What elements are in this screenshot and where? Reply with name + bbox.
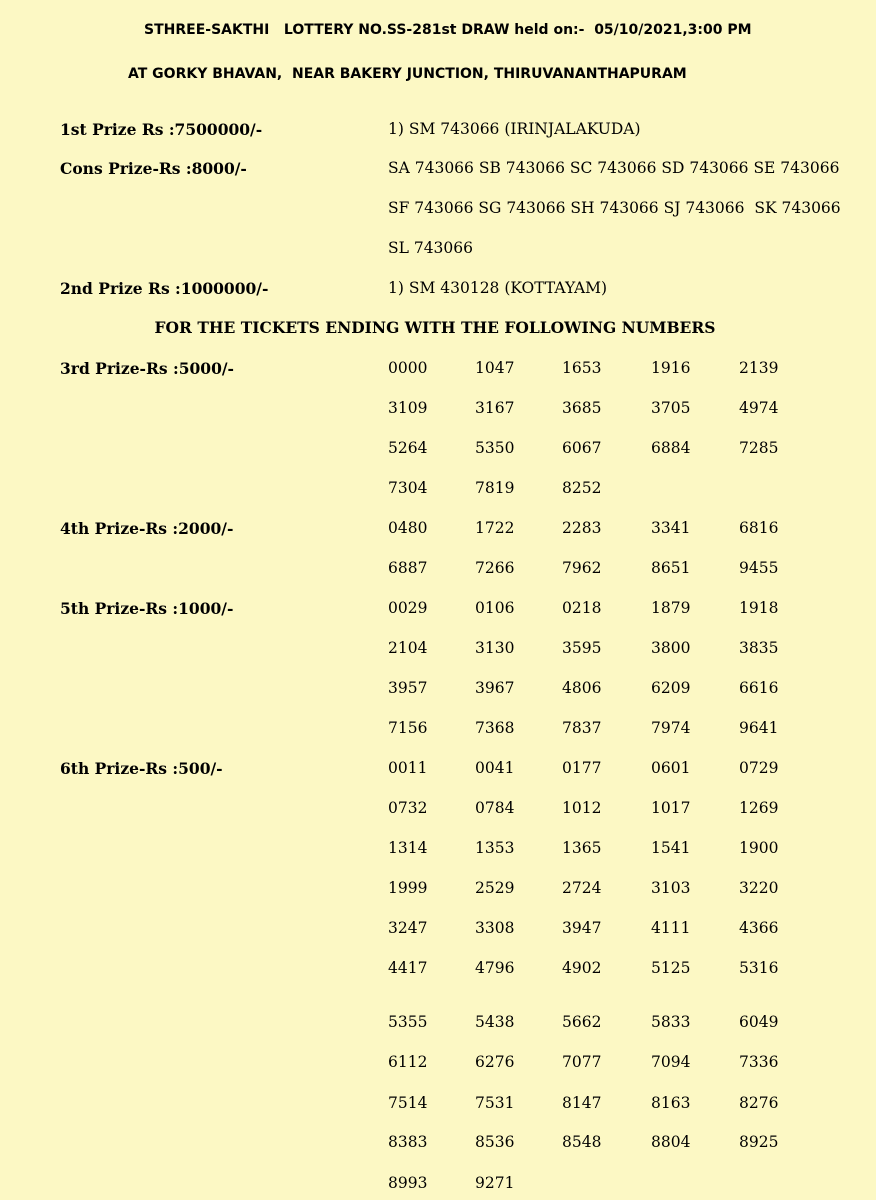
- ticket-number: 4974: [739, 399, 779, 417]
- ticket-number: 6616: [739, 679, 779, 697]
- ticket-number: 1012: [562, 799, 602, 817]
- ticket-number: 3947: [562, 919, 602, 937]
- ticket-number: 3685: [562, 399, 602, 417]
- ticket-number: 6067: [562, 439, 602, 457]
- ticket-number: 0729: [739, 759, 779, 777]
- ticket-number: 3167: [475, 399, 515, 417]
- ticket-number: 0177: [562, 759, 602, 777]
- cons-prize-line: SA 743066 SB 743066 SC 743066 SD 743066 SE 743066: [388, 159, 840, 177]
- ticket-number: 1017: [651, 799, 691, 817]
- third-prize-label: 3rd Prize-Rs :5000/-: [60, 359, 234, 378]
- ticket-number: 8252: [562, 479, 602, 497]
- ending-numbers-heading: FOR THE TICKETS ENDING WITH THE FOLLOWING NUMBERS: [154, 318, 716, 337]
- ticket-number: 1269: [739, 799, 779, 817]
- ticket-number: 5125: [651, 959, 691, 977]
- ticket-number: 4806: [562, 679, 602, 697]
- ticket-number: 6884: [651, 439, 691, 457]
- ticket-number: 4417: [388, 959, 428, 977]
- ticket-number: 7531: [475, 1094, 515, 1112]
- ticket-number: 3595: [562, 639, 602, 657]
- ticket-number: 7156: [388, 719, 428, 737]
- ticket-number: 7819: [475, 479, 515, 497]
- ticket-number: 1918: [739, 599, 779, 617]
- ticket-number: 1916: [651, 359, 691, 377]
- ticket-number: 1047: [475, 359, 515, 377]
- ticket-number: 5355: [388, 1013, 428, 1031]
- ticket-number: 0029: [388, 599, 428, 617]
- ticket-number: 8147: [562, 1094, 602, 1112]
- ticket-number: 6816: [739, 519, 779, 537]
- ticket-number: 0732: [388, 799, 428, 817]
- ticket-number: 0601: [651, 759, 691, 777]
- ticket-number: 0041: [475, 759, 515, 777]
- ticket-number: 5350: [475, 439, 515, 457]
- first-prize-label: 1st Prize Rs :7500000/-: [60, 120, 263, 139]
- ticket-number: 3835: [739, 639, 779, 657]
- ticket-number: 7974: [651, 719, 691, 737]
- ticket-number: 1879: [651, 599, 691, 617]
- ticket-number: 3247: [388, 919, 428, 937]
- ticket-number: 7094: [651, 1053, 691, 1071]
- second-prize-winner: 1) SM 430128 (KOTTAYAM): [388, 279, 608, 297]
- ticket-number: 9455: [739, 559, 779, 577]
- ticket-number: 3341: [651, 519, 691, 537]
- ticket-number: 0011: [388, 759, 428, 777]
- ticket-number: 6209: [651, 679, 691, 697]
- ticket-number: 3957: [388, 679, 428, 697]
- ticket-number: 3705: [651, 399, 691, 417]
- ticket-number: 0480: [388, 519, 428, 537]
- ticket-number: 2529: [475, 879, 515, 897]
- ticket-number: 8536: [475, 1133, 515, 1151]
- ticket-number: 7304: [388, 479, 428, 497]
- ticket-number: 1365: [562, 839, 602, 857]
- venue-line: AT GORKY BHAVAN, NEAR BAKERY JUNCTION, THIRUVANANTHAPURAM: [128, 66, 687, 82]
- second-prize-label: 2nd Prize Rs :1000000/-: [60, 279, 269, 298]
- ticket-number: 4366: [739, 919, 779, 937]
- ticket-number: 3109: [388, 399, 428, 417]
- cons-prize-line: SF 743066 SG 743066 SH 743066 SJ 743066 SK 743066: [388, 199, 841, 217]
- ticket-number: 2104: [388, 639, 428, 657]
- ticket-number: 7077: [562, 1053, 602, 1071]
- ticket-number: 9271: [475, 1174, 515, 1192]
- ticket-number: 8163: [651, 1094, 691, 1112]
- ticket-number: 3800: [651, 639, 691, 657]
- ticket-number: 7514: [388, 1094, 428, 1112]
- ticket-number: 8993: [388, 1174, 428, 1192]
- ticket-number: 5438: [475, 1013, 515, 1031]
- ticket-number: 2724: [562, 879, 602, 897]
- ticket-number: 8925: [739, 1133, 779, 1151]
- ticket-number: 1653: [562, 359, 602, 377]
- ticket-number: 0218: [562, 599, 602, 617]
- ticket-number: 5833: [651, 1013, 691, 1031]
- ticket-number: 4902: [562, 959, 602, 977]
- ticket-number: 1541: [651, 839, 691, 857]
- ticket-number: 1900: [739, 839, 779, 857]
- ticket-number: 8804: [651, 1133, 691, 1151]
- ticket-number: 7266: [475, 559, 515, 577]
- ticket-number: 0784: [475, 799, 515, 817]
- ticket-number: 7837: [562, 719, 602, 737]
- ticket-number: 3130: [475, 639, 515, 657]
- ticket-number: 7285: [739, 439, 779, 457]
- ticket-number: 0000: [388, 359, 428, 377]
- ticket-number: 8383: [388, 1133, 428, 1151]
- ticket-number: 1314: [388, 839, 428, 857]
- cons-prize-line: SL 743066: [388, 239, 474, 257]
- ticket-number: 3103: [651, 879, 691, 897]
- ticket-number: 6276: [475, 1053, 515, 1071]
- sixth-prize-label: 6th Prize-Rs :500/-: [60, 759, 223, 778]
- ticket-number: 9641: [739, 719, 779, 737]
- ticket-number: 7962: [562, 559, 602, 577]
- ticket-number: 6112: [388, 1053, 428, 1071]
- ticket-number: 2283: [562, 519, 602, 537]
- ticket-number: 2139: [739, 359, 779, 377]
- ticket-number: 7368: [475, 719, 515, 737]
- ticket-number: 0106: [475, 599, 515, 617]
- ticket-number: 8276: [739, 1094, 779, 1112]
- ticket-number: 6049: [739, 1013, 779, 1031]
- ticket-number: 3308: [475, 919, 515, 937]
- ticket-number: 8651: [651, 559, 691, 577]
- cons-prize-label: Cons Prize-Rs :8000/-: [60, 159, 247, 178]
- ticket-number: 1999: [388, 879, 428, 897]
- ticket-number: 5316: [739, 959, 779, 977]
- ticket-number: 4796: [475, 959, 515, 977]
- ticket-number: 6887: [388, 559, 428, 577]
- first-prize-winner: 1) SM 743066 (IRINJALAKUDA): [388, 120, 641, 138]
- ticket-number: 4111: [651, 919, 691, 937]
- ticket-number: 3220: [739, 879, 779, 897]
- fourth-prize-label: 4th Prize-Rs :2000/-: [60, 519, 234, 538]
- fifth-prize-label: 5th Prize-Rs :1000/-: [60, 599, 234, 618]
- ticket-number: 5662: [562, 1013, 602, 1031]
- ticket-number: 5264: [388, 439, 428, 457]
- ticket-number: 7336: [739, 1053, 779, 1071]
- ticket-number: 1353: [475, 839, 515, 857]
- ticket-number: 3967: [475, 679, 515, 697]
- ticket-number: 1722: [475, 519, 515, 537]
- draw-title: STHREE-SAKTHI LOTTERY NO.SS-281st DRAW held on:- 05/10/2021,3:00 PM: [144, 22, 752, 38]
- ticket-number: 8548: [562, 1133, 602, 1151]
